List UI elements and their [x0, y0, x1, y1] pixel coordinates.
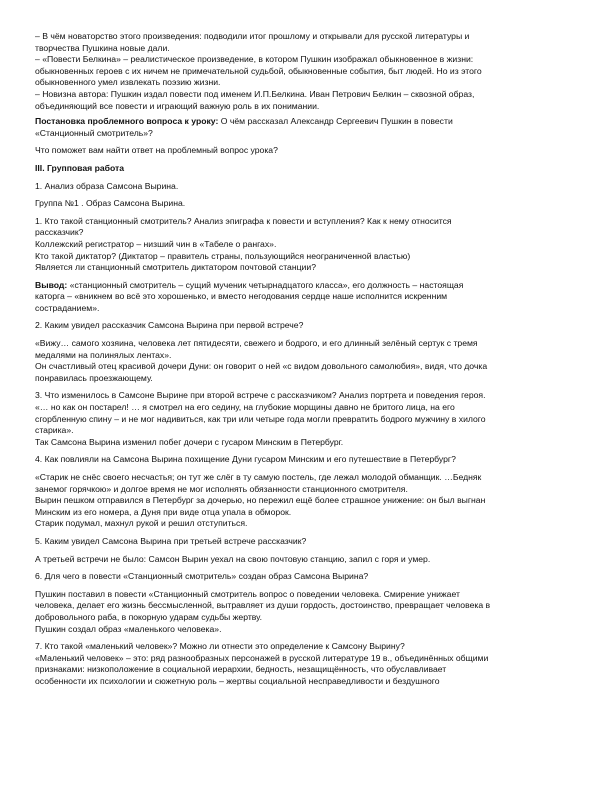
- question-4: 4. Как повлияли на Самсона Вырина похищение Дуни гусаром Минским и его путешествие в Петербург?: [35, 454, 456, 465]
- answer-line: «Вижу… самого хозяина, человека лет пятидесяти, свежего и бодрого, и его длинный зелёный сертук с тремя: [35, 338, 478, 349]
- intro-line: – «Повести Белкина» – реалистическое произведение, в котором Пушкин изображал обыкновенное в жизни:: [35, 54, 474, 65]
- answer-line: Пушкин поставил в повести «Станционный смотритель вопрос о поведении человека. Смирение унижает: [35, 588, 460, 599]
- question-line: 3. Что изменилось в Самсоне Вырине при второй встрече с рассказчиком? Анализ портрета и поведения героя.: [35, 390, 486, 401]
- problem-text-line2: «Станционный смотритель»?: [35, 127, 153, 138]
- intro-line: – В чём новаторство этого произведения: подводили итог прошлому и открывали для русской литературы и: [35, 31, 470, 41]
- question-5: 5. Каким увидел Самсона Вырина при третьей встрече рассказчик?: [35, 535, 307, 546]
- answer-2: [35, 338, 572, 384]
- answer-line: Так Самсона Вырина изменил побег дочери с гусаром Минским в Петербург.: [35, 436, 344, 447]
- answer-line: сгорбленную спину – и не мог надивиться, как три или четыре года могли превратить бодрого мужчину в хилого: [35, 413, 486, 424]
- answer-line: добровольного раба, в покорную ударам судьбы жертву.: [35, 611, 263, 622]
- problem-question: [35, 116, 572, 139]
- answer-line: Коллежский регистратор – низший чин в «Табеле о рангах».: [35, 238, 277, 249]
- answer-line: признаками: низкоположение в социальной иерархии, бедность, незащищённость, что обуславливает: [35, 664, 447, 675]
- answer-4: [35, 472, 572, 530]
- answer-line: старика».: [35, 425, 74, 436]
- intro-line: обыкновенного умел извлекать поэзию жизни.: [35, 77, 221, 88]
- question-3: [35, 390, 572, 448]
- answer-line: Пушкин создал образ «маленького человека».: [35, 623, 222, 634]
- help-question: Что поможет вам найти ответ на проблемный вопрос урока?: [35, 145, 278, 156]
- conclusion-text: каторга – «вникнем во всё это хорошенько, и вместо негодования сердце наше исполнится искренним: [35, 291, 448, 302]
- answer-5: А третьей встречи не было: Самсон Вырин уехал на свою почтовую станцию, запил с горя и умер.: [35, 553, 431, 564]
- answer-line: Минским из его номера, а Дуня при виде отца упала в обморок.: [35, 506, 292, 517]
- answer-line: Кто такой диктатор? (Диктатор – правитель страны, пользующийся неограниченной властью): [35, 250, 411, 261]
- answer-line: «… но как он постарел! … я смотрел на его седину, на глубокие морщины давно не бритого лица, на его: [35, 402, 455, 413]
- answer-6: [35, 589, 572, 635]
- answer-line: Является ли станционный смотритель диктатором почтовой станции?: [35, 262, 316, 273]
- problem-text: О чём рассказал Александр Сергеевич Пушкин в повести: [218, 116, 453, 127]
- question-1: [35, 216, 572, 274]
- intro-block: [35, 31, 572, 112]
- group-title: Группа №1 . Образ Самсона Вырина.: [35, 198, 186, 209]
- question-line: 1. Кто такой станционный смотритель? Анализ эпиграфа к повести и вступления? Как к нему относится: [35, 215, 452, 226]
- answer-line: «Старик не снёс своего несчастья; он тут же слёг в ту самую постель, где лежал молодой обманщик. …Бедняк: [35, 472, 482, 482]
- intro-line: обыкновенных героев с их ничем не примечательной судьбой, обыкновенные события, быт людей. Но из этого: [35, 65, 482, 76]
- intro-line: объединяющий все повести и играющий важную роль в их понимании.: [35, 100, 320, 111]
- intro-line: творчества Пушкина новые дали.: [35, 42, 170, 53]
- problem-label: Постановка проблемного вопроса к уроку:: [35, 116, 219, 127]
- question-2: 2. Каким увидел рассказчик Самсона Вырина при первой встрече?: [35, 320, 304, 331]
- conclusion-label: Вывод:: [35, 279, 68, 290]
- conclusion: [35, 280, 572, 315]
- answer-line: Старик подумал, махнул рукой и решил отступиться.: [35, 518, 248, 529]
- answer-line: «Маленький человек» – это: ряд разнообразных персонажей в русской литературе 19 в., объединённых общими: [35, 652, 489, 663]
- answer-line: Он счастливый отец красивой дочери Дуни: он говорит о ней «с видом довольного самолюбия», видя, что дочка: [35, 361, 488, 372]
- section-title: III. Групповая работа: [35, 162, 125, 173]
- conclusion-text: состраданием».: [35, 302, 100, 313]
- answer-line: особенности их психологии и сюжетную роль – жертвы социальной несправедливости и бездушного: [35, 675, 440, 686]
- intro-line: – Новизна автора: Пушкин издал повести под именем И.П.Белкина. Иван Петрович Белкин – сквозной образ,: [35, 88, 475, 99]
- answer-line: понравилась проезжающему.: [35, 372, 153, 383]
- question-6: 6. Для чего в повести «Станционный смотритель» создан образ Самсона Вырина?: [35, 571, 369, 582]
- question-7: [35, 641, 572, 687]
- answer-line: медалями на полинялых лентах».: [35, 349, 172, 360]
- answer-line: Вырин пешком отправился в Петербург за дочерью, но пережил ещё более страшное унижение: он был выгнан: [35, 495, 486, 506]
- answer-line: занемог горячкою» и долгое время не мог исполнять обязанности станционного смотрителя.: [35, 483, 408, 494]
- answer-line: человека, делает его жизнь бессмысленной, вытравляет из души гордость, достоинство, превращает человека в: [35, 600, 491, 611]
- question-line: рассказчик?: [35, 227, 84, 238]
- conclusion-text: «станционный смотритель – сущий мученик четырнадцатого класса», его должность – настоящая: [67, 279, 464, 290]
- analysis-title: 1. Анализ образа Самсона Вырина.: [35, 180, 179, 191]
- question-line: 7. Кто такой «маленький человек»? Можно ли отнести это определение к Самсону Вырину?: [35, 641, 405, 652]
